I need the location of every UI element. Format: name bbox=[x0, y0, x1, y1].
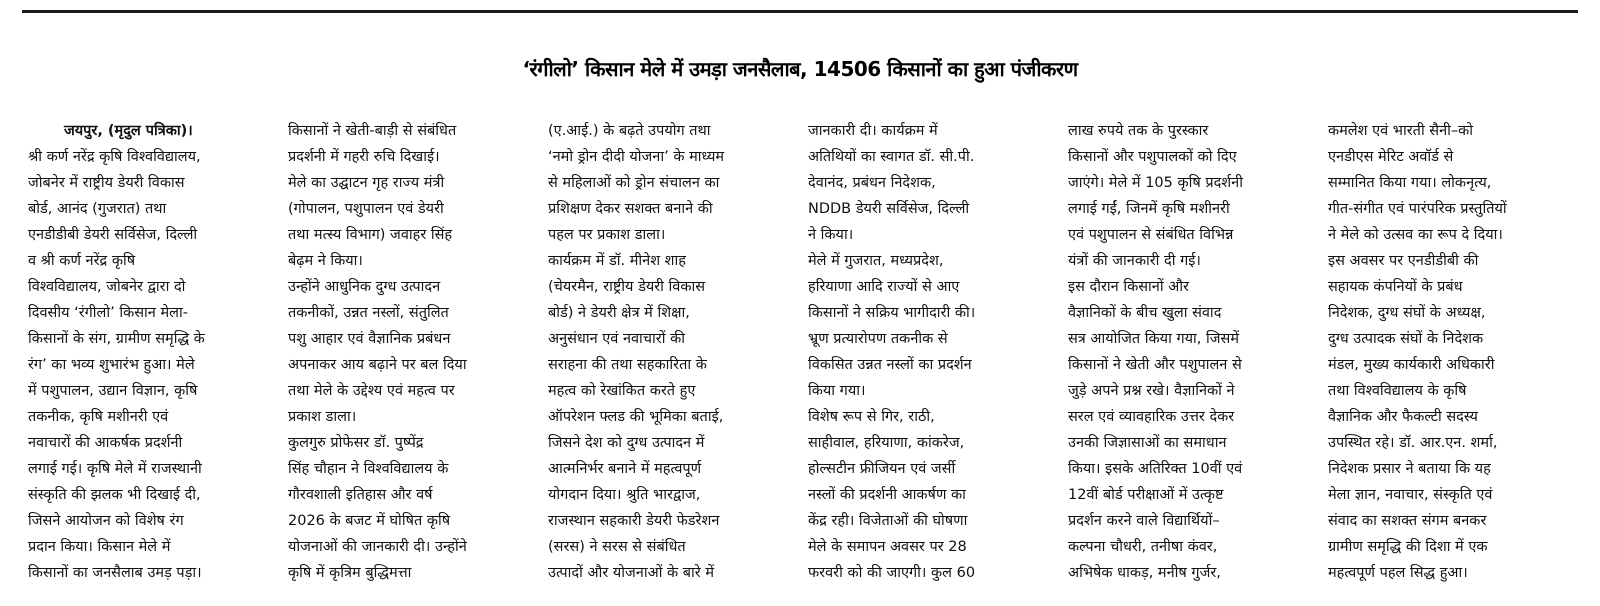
text-line: सराहना की तथा सहकारिता के bbox=[548, 357, 707, 373]
text-line: NDDB डेयरी सर्विसेज, दिल्ली bbox=[808, 201, 970, 217]
text-line: कल्पना चौधरी, तनीषा कंवर, bbox=[1068, 539, 1218, 555]
text-line: मेले में गुजरात, मध्यप्रदेश, bbox=[808, 253, 944, 269]
text-line: जोबनेर में राष्ट्रीय डेयरी विकास bbox=[28, 175, 185, 191]
text-line: किसानों ने खेती और पशुपालन से bbox=[1068, 357, 1242, 373]
text-line: कमलेश एवं भारती सैनी–को bbox=[1328, 123, 1474, 139]
text-line: अतिथियों का स्वागत डॉ. सी.पी. bbox=[808, 149, 975, 165]
text-line: बोर्ड, आनंद (गुजरात) तथा bbox=[28, 201, 167, 217]
text-line: पहल पर प्रकाश डाला। bbox=[548, 227, 666, 243]
text-line: अपनाकर आय बढ़ाने पर बल दिया bbox=[288, 357, 467, 373]
text-line: यंत्रों की जानकारी दी गई। bbox=[1068, 253, 1201, 269]
text-line: मेले का उद्घाटन गृह राज्य मंत्री bbox=[288, 175, 445, 191]
text-line: सम्मानित किया गया। लोकनृत्य, bbox=[1328, 175, 1492, 191]
text-line: विकसित उन्नत नस्लों का प्रदर्शन bbox=[808, 357, 972, 373]
column-3 bbox=[542, 118, 794, 602]
text-line: योजनाओं की जानकारी दी। उन्होंने bbox=[288, 539, 467, 555]
text-line: दिवसीय ‘रंगीलो’ किसान मेला- bbox=[28, 305, 188, 321]
text-line: संवाद का सशक्त संगम बनकर bbox=[1328, 513, 1487, 529]
text-line: देवानंद, प्रबंधन निदेशक, bbox=[808, 175, 936, 191]
text-line: फरवरी को की जाएगी। कुल 60 bbox=[808, 565, 976, 581]
text-line: रंग’ का भव्य शुभारंभ हुआ। मेले bbox=[28, 357, 195, 373]
text-line: कार्यक्रम में डॉ. मीनेश शाह bbox=[548, 253, 686, 269]
text-line: लगाई गई। कृषि मेले में राजस्थानी bbox=[28, 461, 202, 477]
text-line: योगदान दिया। श्रुति भारद्वाज, bbox=[548, 487, 701, 503]
text-line: 2026 के बजट में घोषित कृषि bbox=[288, 513, 451, 529]
text-line: महत्वपूर्ण पहल सिद्ध हुआ। bbox=[1328, 565, 1468, 581]
text-line: किया। इसके अतिरिक्त 10वीं एवं bbox=[1068, 461, 1243, 477]
text-line: गीत-संगीत एवं पारंपरिक प्रस्तुतियों bbox=[1328, 201, 1507, 217]
text-line: उपस्थित रहे। डॉ. आर.एन. शर्मा, bbox=[1328, 435, 1498, 451]
text-line: कुलगुरु प्रोफेसर डॉ. पुष्पेंद्र bbox=[288, 435, 424, 451]
text-line: वैज्ञानिकों के बीच खुला संवाद bbox=[1068, 305, 1222, 321]
dateline: जयपुर, (मृदुल पत्रिका)। bbox=[64, 123, 193, 139]
text-line: प्रदर्शनी में गहरी रुचि दिखाई। bbox=[288, 149, 440, 165]
text-line: तथा विश्वविद्यालय के कृषि bbox=[1328, 383, 1467, 399]
text-line: किसानों ने खेती-बाड़ी से संबंधित bbox=[288, 123, 457, 139]
text-line: बेढ़म ने किया। bbox=[288, 253, 363, 269]
text-line: कृषि में कृत्रिम बुद्धिमत्ता bbox=[288, 565, 412, 581]
text-line: तथा मत्स्य विभाग) जवाहर सिंह bbox=[288, 227, 453, 243]
text-line: किसानों के संग, ग्रामीण समृद्धि के bbox=[28, 331, 205, 347]
column-4 bbox=[802, 118, 1054, 602]
text-line: जिसने आयोजन को विशेष रंग bbox=[28, 513, 184, 529]
text-line: (गोपालन, पशुपालन एवं डेयरी bbox=[288, 201, 444, 217]
text-line: श्री कर्ण नरेंद्र कृषि विश्वविद्यालय, bbox=[28, 149, 201, 165]
text-line: वैज्ञानिक और फैकल्टी सदस्य bbox=[1328, 409, 1478, 425]
text-line: तकनीकों, उन्नत नस्लों, संतुलित bbox=[288, 305, 449, 321]
headline: ‘रंगीलो’ किसान मेले में उमड़ा जनसैलाब, 14506 किसानों का हुआ पंजीकरण bbox=[522, 57, 1078, 82]
text-line: सरल एवं व्यावहारिक उत्तर देकर bbox=[1068, 409, 1235, 425]
column-6 bbox=[1322, 118, 1574, 602]
text-line: गौरवशाली इतिहास और वर्ष bbox=[288, 487, 433, 503]
text-line: महत्व को रेखांकित करते हुए bbox=[548, 383, 696, 399]
text-line: जानकारी दी। कार्यक्रम में bbox=[808, 123, 938, 139]
text-line: ने मेले को उत्सव का रूप दे दिया। bbox=[1328, 227, 1503, 243]
text-line: प्रकाश डाला। bbox=[288, 409, 357, 425]
text-line: मंडल, मुख्य कार्यकारी अधिकारी bbox=[1328, 357, 1495, 373]
text-line: होल्सटीन फ्रीजियन एवं जर्सी bbox=[808, 461, 956, 477]
text-line: केंद्र रही। विजेताओं की घोषणा bbox=[808, 513, 968, 529]
text-line: साहीवाल, हरियाणा, कांकरेज, bbox=[808, 435, 965, 451]
text-line: प्रशिक्षण देकर सशक्त बनाने की bbox=[548, 201, 713, 217]
text-line: तकनीक, कृषि मशीनरी एवं bbox=[28, 409, 169, 425]
text-line: पशु आहार एवं वैज्ञानिक प्रबंधन bbox=[288, 331, 451, 347]
text-line: सत्र आयोजित किया गया, जिसमें bbox=[1068, 331, 1239, 347]
text-line: व श्री कर्ण नरेंद्र कृषि bbox=[28, 253, 136, 269]
text-line: एवं पशुपालन से संबंधित विभिन्न bbox=[1068, 227, 1234, 243]
text-line: नस्लों की प्रदर्शनी आकर्षण का bbox=[808, 487, 966, 503]
text-line: दुग्ध उत्पादक संघों के निदेशक bbox=[1328, 331, 1484, 347]
text-line: लगाई गईं, जिनमें कृषि मशीनरी bbox=[1068, 201, 1230, 217]
text-line: हरियाणा आदि राज्यों से आए bbox=[808, 279, 960, 295]
text-line: एनडीएस मेरिट अवॉर्ड से bbox=[1328, 149, 1454, 165]
text-line: जिसने देश को दुग्ध उत्पादन में bbox=[548, 435, 705, 451]
text-line: ऑपरेशन फ्लड की भूमिका बताई, bbox=[548, 409, 724, 425]
text-line: 12वीं बोर्ड परीक्षाओं में उत्कृष्ट bbox=[1068, 487, 1224, 503]
text-line: मेले के समापन अवसर पर 28 bbox=[808, 539, 967, 555]
text-line: किया गया। bbox=[808, 383, 866, 399]
text-line: लाख रुपये तक के पुरस्कार bbox=[1068, 123, 1209, 139]
text-line: से महिलाओं को ड्रोन संचालन का bbox=[548, 175, 720, 191]
text-line: उत्पादों और योजनाओं के बारे में bbox=[548, 565, 715, 581]
text-line: बोर्ड) ने डेयरी क्षेत्र में शिक्षा, bbox=[548, 305, 690, 321]
text-line: (सरस) ने सरस से संबंधित bbox=[548, 539, 686, 555]
text-line: में पशुपालन, उद्यान विज्ञान, कृषि bbox=[28, 383, 198, 399]
text-line: मेला ज्ञान, नवाचार, संस्कृति एवं bbox=[1328, 487, 1493, 503]
text-line: जाएंगे। मेले में 105 कृषि प्रदर्शनी bbox=[1068, 175, 1243, 191]
top-rule bbox=[22, 10, 1578, 13]
text-line: भ्रूण प्रत्यारोपण तकनीक से bbox=[808, 331, 948, 347]
text-line: निदेशक प्रसार ने बताया कि यह bbox=[1328, 461, 1491, 477]
text-line: (ए.आई.) के बढ़ते उपयोग तथा bbox=[548, 123, 711, 139]
text-line: विशेष रूप से गिर, राठी, bbox=[808, 409, 935, 425]
text-line: सिंह चौहान ने विश्वविद्यालय के bbox=[288, 461, 449, 477]
text-line: अभिषेक धाकड़, मनीष गुर्जर, bbox=[1068, 565, 1221, 581]
text-line: ने किया। bbox=[808, 227, 854, 243]
text-line: ग्रामीण समृद्धि की दिशा में एक bbox=[1328, 539, 1488, 555]
text-line: उन्होंने आधुनिक दुग्ध उत्पादन bbox=[288, 279, 441, 295]
text-line: किसानों का जनसैलाब उमड़ पड़ा। bbox=[28, 565, 202, 581]
text-line: प्रदान किया। किसान मेले में bbox=[28, 539, 171, 555]
text-line: निदेशक, दुग्ध संघों के अध्यक्ष, bbox=[1328, 305, 1486, 321]
text-line: एनडीडीबी डेयरी सर्विसेज, दिल्ली bbox=[28, 227, 198, 243]
text-line: जुड़े अपने प्रश्न रखे। वैज्ञानिकों ने bbox=[1068, 383, 1235, 399]
column-2 bbox=[282, 118, 534, 602]
text-line: सहायक कंपनियों के प्रबंध bbox=[1328, 279, 1463, 295]
text-line: विश्वविद्यालय, जोबनेर द्वारा दो bbox=[28, 279, 186, 295]
column-5 bbox=[1062, 118, 1314, 602]
column-1 bbox=[22, 118, 274, 602]
text-line: इस अवसर पर एनडीडीबी की bbox=[1328, 253, 1479, 269]
text-line: नवाचारों की आकर्षक प्रदर्शनी bbox=[28, 435, 183, 451]
text-line: अनुसंधान एवं नवाचारों की bbox=[548, 331, 685, 347]
text-line: प्रदर्शन करने वाले विद्यार्थियों– bbox=[1068, 513, 1220, 529]
text-line: किसानों और पशुपालकों को दिए bbox=[1068, 149, 1237, 165]
text-line: तथा मेले के उद्देश्य एवं महत्व पर bbox=[288, 383, 455, 399]
text-line: इस दौरान किसानों और bbox=[1068, 279, 1189, 295]
text-line: (चेयरमैन, राष्ट्रीय डेयरी विकास bbox=[548, 279, 706, 295]
article-body bbox=[22, 118, 1578, 602]
text-line: राजस्थान सहकारी डेयरी फेडरेशन bbox=[548, 513, 720, 529]
text-line: उनकी जिज्ञासाओं का समाधान bbox=[1068, 435, 1227, 451]
text-line: संस्कृति की झलक भी दिखाई दी, bbox=[28, 487, 201, 503]
text-line: आत्मनिर्भर बनाने में महत्वपूर्ण bbox=[548, 461, 702, 477]
text-line: ‘नमो ड्रोन दीदी योजना’ के माध्यम bbox=[548, 149, 725, 165]
text-line: किसानों ने सक्रिय भागीदारी की। bbox=[808, 305, 976, 321]
